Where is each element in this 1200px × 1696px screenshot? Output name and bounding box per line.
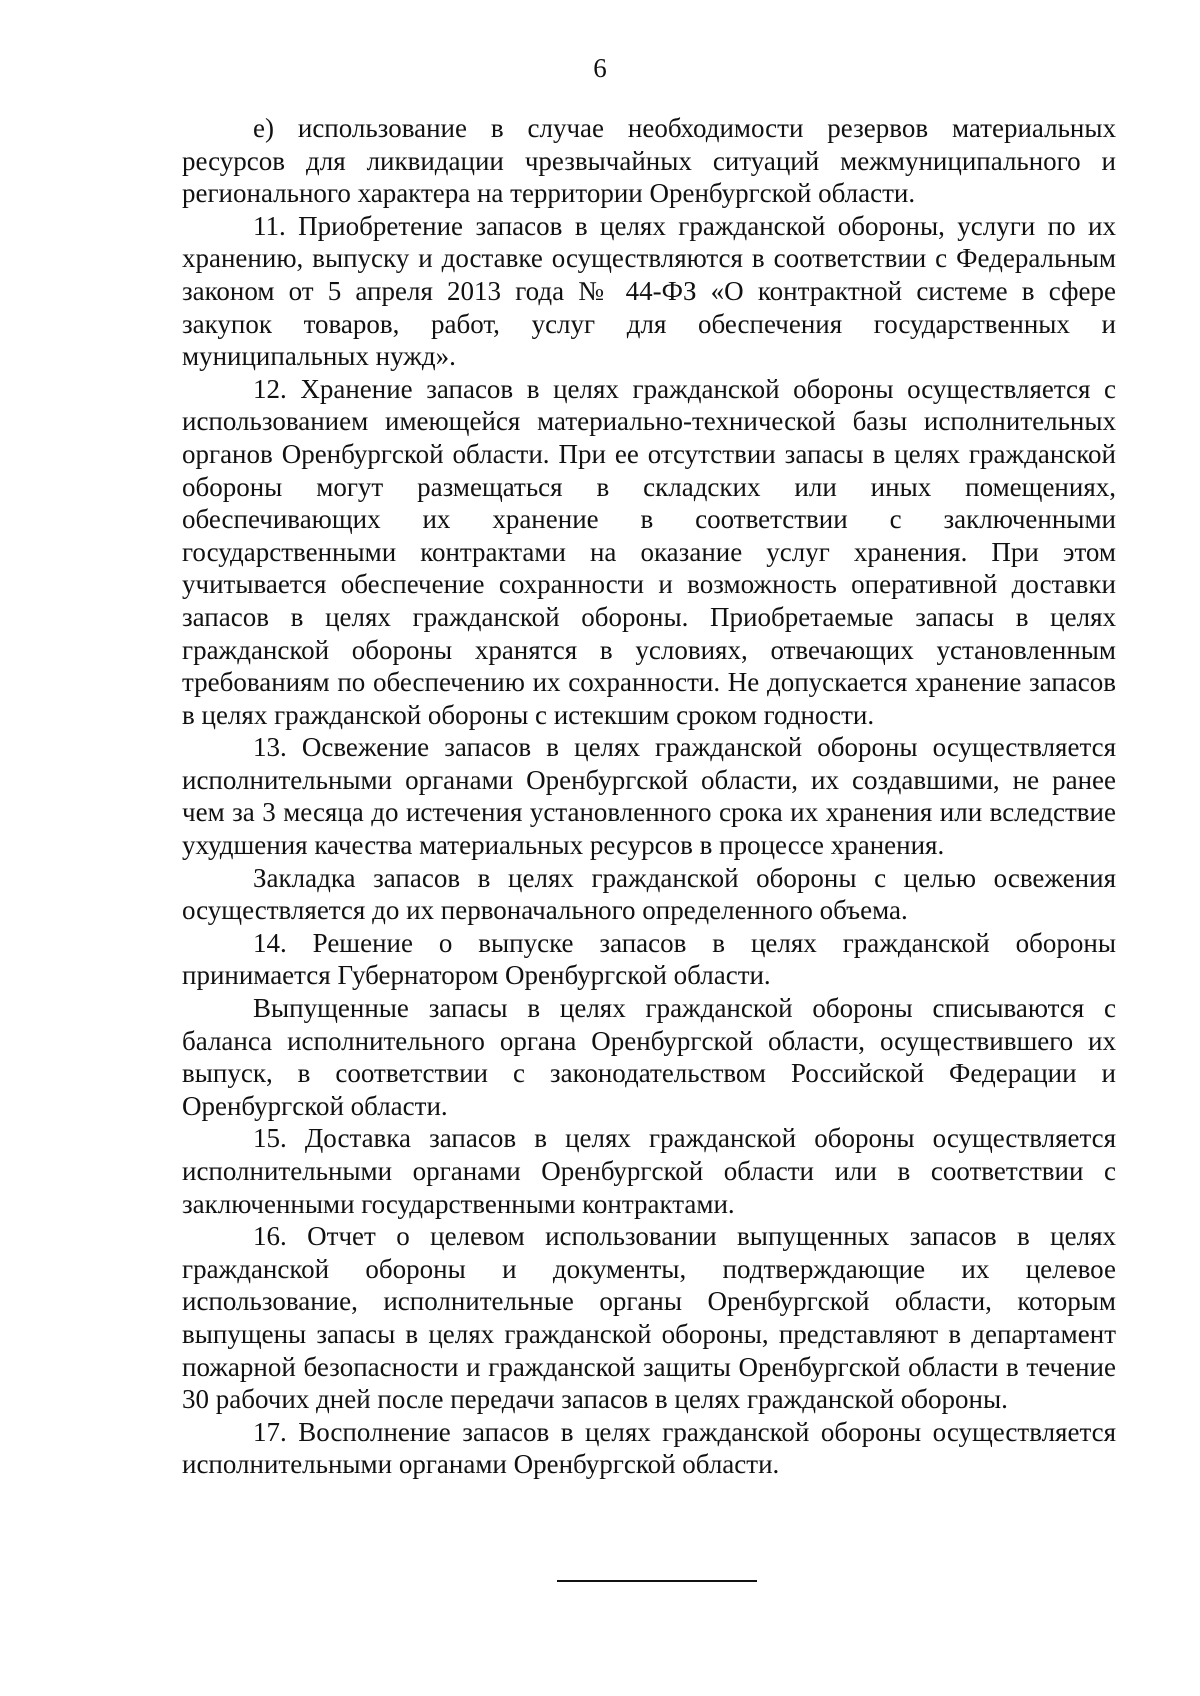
paragraph-14-continuation: Выпущенные запасы в целях гражданской обороны списываются с баланса исполнительного органа Оренбургской области, осуществившего их выпуск, в соответствии с законодательством Российской Федерации и Оренбургской области.	[182, 993, 1116, 1121]
paragraph-item-e: е) использование в случае необходимости резервов материальных ресурсов для ликвидации чрезвычайных ситуаций межмуниципального и регионального характера на территории Оренбургской области.	[182, 113, 1116, 209]
document-body	[182, 112, 1116, 1481]
paragraph-13: 13. Освежение запасов в целях гражданской обороны осуществляется исполнительными органами Оренбургской области, их создавшими, не ранее чем за 3 месяца до истечения установленного срока их хранения или вследствие ухудшения качества материальных ресурсов в процессе хранения.	[182, 732, 1116, 861]
paragraph-15: 15. Доставка запасов в целях гражданской обороны осуществляется исполнительными органами Оренбургской области или в соответствии с заключенными государственными контрактами.	[182, 1123, 1116, 1219]
page-number: 6	[593, 53, 607, 83]
paragraph-16: 16. Отчет о целевом использовании выпущенных запасов в целях гражданской обороны и документы, подтверждающие их целевое использование, исполнительные органы Оренбургской области, которым выпущены запасы в целях гражданской обороны, представляют в департамент пожарной безопасности и гражданской защиты Оренбургской области в течение 30 рабочих дней после передачи запасов в целях гражданской обороны.	[182, 1221, 1116, 1415]
paragraph-13-continuation: Закладка запасов в целях гражданской обороны с целью освежения осуществляется до их первоначального определенного объема.	[182, 862, 1116, 926]
end-divider-line	[557, 1580, 757, 1582]
paragraph-14: 14. Решение о выпуске запасов в целях гражданской обороны принимается Губернатором Оренбургской области.	[182, 927, 1116, 991]
paragraph-12: 12. Хранение запасов в целях гражданской обороны осуществляется с использованием имеющейся материально-технической базы исполнительных органов Оренбургской области. При ее отсутствии запасы в целях гражданской обороны могут размещаться в складских или иных помещениях, обеспечивающих их хранение в соответствии с заключенными государственными контрактами на оказание услуг хранения. При этом учитывается обеспечение сохранности и возможность оперативной доставки запасов в целях гражданской обороны. Приобретаемые запасы в целях гражданской обороны хранятся в условиях, отвечающих установленным требованиям по обеспечению их сохранности. Не допускается хранение запасов в целях гражданской обороны с истекшим сроком годности.	[182, 373, 1116, 730]
paragraph-11: 11. Приобретение запасов в целях гражданской обороны, услуги по их хранению, выпуску и доставке осуществляются в соответствии с Федеральным законом от 5 апреля 2013 года № 44-ФЗ «О контрактной системе в сфере закупок товаров, работ, услуг для обеспечения государственных и муниципальных нужд».	[182, 210, 1116, 372]
paragraph-17: 17. Восполнение запасов в целях гражданской обороны осуществляется исполнительными органами Оренбургской области.	[182, 1416, 1116, 1480]
